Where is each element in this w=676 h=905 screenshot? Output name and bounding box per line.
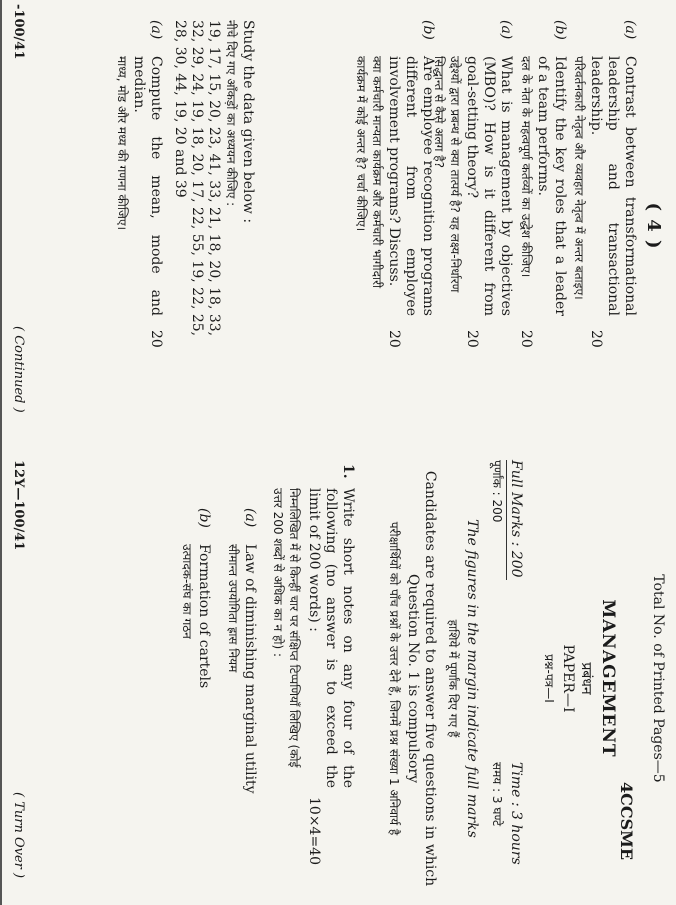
- q1-hindi: निम्नलिखित में से किन्हीं चार पर संक्षिप्त टिप्पणियाँ लिखिए (कोई उत्तर 200 शब्दों से अधिक का न हो) :: [271, 488, 301, 768]
- q2a-marks: 20: [588, 330, 604, 348]
- page-number: ( 4 ): [643, 202, 664, 250]
- q2b-label: (b): [552, 20, 568, 40]
- q3a-marks: 20: [464, 330, 480, 348]
- q3a-label: (a): [498, 20, 514, 40]
- subject-title: MANAGEMENT: [598, 599, 618, 758]
- q3b-marks: 20: [386, 330, 402, 348]
- q2b-hindi: दल के नेता के महत्वपूर्ण कर्तव्यों का उद्धेश कीजिए।: [519, 56, 533, 278]
- q2a: [571, 20, 638, 316]
- q1a-label: (a): [242, 508, 258, 528]
- full-marks: Full Marks : 200: [508, 460, 524, 578]
- underline-rule: [506, 460, 507, 580]
- total-pages-line: Total No. of Printed Pages—5: [650, 574, 666, 783]
- q4-data-line-2: 32, 29, 24, 19, 18, 20, 17, 22, 55, 19, 22, 25,: [189, 20, 205, 337]
- q4-intro: Study the data given below :: [240, 20, 256, 224]
- q4a-text: Compute the mean, mode and median.: [131, 56, 164, 316]
- q4-data-line-3: 28, 30, 44, 19, 20 and 39: [172, 20, 188, 198]
- figures-note-hindi: हाशिये में पूर्णांक दिए गए हैं: [446, 619, 460, 738]
- q2a-hindi: परिवर्तनकारी नेतृत्व और व्यवहार नेतृत्व में अन्तर बताइए।: [572, 56, 586, 300]
- paper-number-hindi: प्रश्न-पत्र—I: [542, 654, 556, 703]
- q1b-label: (b): [196, 508, 212, 528]
- paper-number: PAPER—I: [560, 644, 576, 713]
- q3b-label: (b): [420, 20, 436, 40]
- instruction-hindi: परीक्षार्थियों को पाँच प्रश्नों के उत्तर देने हैं, जिनमें प्रश्न संख्या 1 अनिवार्य है: [387, 521, 401, 836]
- q1-marks: 10×4=40: [306, 797, 322, 865]
- q1b: [179, 508, 212, 804]
- q1a-text: Law of diminishing marginal utility: [242, 544, 258, 794]
- q1a-hindi: सीमान्त उपयोगिता ह्रास नियम: [226, 544, 240, 673]
- figures-note: The figures in the margin indicate full marks: [464, 519, 480, 838]
- q2b-marks: 20: [518, 330, 534, 348]
- right-footer-code: 12Y—100/41: [11, 460, 26, 551]
- q1b-hindi: उत्पादक-संघ का गठन: [180, 544, 194, 639]
- q1b-text: Formation of cartels: [196, 544, 212, 689]
- q1-number: 1.: [340, 464, 356, 479]
- q3b-text: Are employee recognition programs different from employee involvement programs? Discuss.: [386, 56, 436, 316]
- q4a-label: (a): [148, 20, 164, 40]
- q3a-text: What is management by objectives (MBO)? How is it different from goal-setting theory?: [464, 56, 514, 316]
- sheet-edge: [0, 0, 2, 905]
- q3a-hindi: उद्देश्यों द्वारा प्रबन्ध से क्या तात्पर्य है? यह लक्ष्य-निर्धारण सिद्धान्त से कैसे अलग है?: [432, 56, 462, 293]
- q3b-hindi: क्या कर्मचारी मान्यता कार्यक्रम और कर्मचारी भागीदारी कार्यक्रम में कोई अन्तर है? चर्चा कीजिए।: [354, 56, 384, 289]
- q3b: [353, 20, 436, 316]
- left-footer-code: -100/41: [11, 4, 26, 60]
- q1a: [225, 508, 258, 804]
- time-allowed-hindi: समय : 3 घण्टे: [490, 762, 504, 827]
- left-footer-continued: ( Continued ): [11, 326, 26, 413]
- q2b-text: Identify the key roles that a leader of a team performs.: [535, 56, 568, 316]
- right-page: [0, 452, 676, 905]
- q1-text: Write short notes on any four of the following (no answer is to exceed the limit of 200 words) :: [306, 488, 356, 788]
- q2a-text: Contrast between transformational leadership and transactional leadership.: [588, 56, 638, 316]
- q4a-marks: 20: [148, 330, 164, 348]
- q2a-label: (a): [622, 20, 638, 40]
- full-marks-hindi: पूर्णांक : 200: [490, 460, 504, 523]
- q4a: [114, 20, 164, 316]
- right-footer-turn-over: ( Turn Over ): [11, 792, 26, 879]
- instruction: Candidates are required to answer five questions in which Question No. 1 is compulsory: [405, 470, 438, 887]
- q2b: [518, 20, 568, 316]
- time-allowed: Time : 3 hours: [508, 762, 524, 865]
- q4-data-line-1: 19, 17, 15, 20, 23, 41, 33, 21, 18, 20, 18, 33,: [206, 20, 222, 337]
- q4-intro-hindi: नीचे दिए गए आँकड़ों का अध्ययन कीजिए :: [224, 20, 238, 207]
- q3a: [431, 20, 514, 316]
- paper-code: 4CCSME: [617, 782, 636, 861]
- left-page: [0, 0, 676, 452]
- subject-title-hindi: प्रबंधन: [578, 662, 594, 695]
- q4a-hindi: माध्य, मोड और मध्य की गणना कीजिए।: [115, 56, 129, 231]
- q4-data: [171, 20, 256, 350]
